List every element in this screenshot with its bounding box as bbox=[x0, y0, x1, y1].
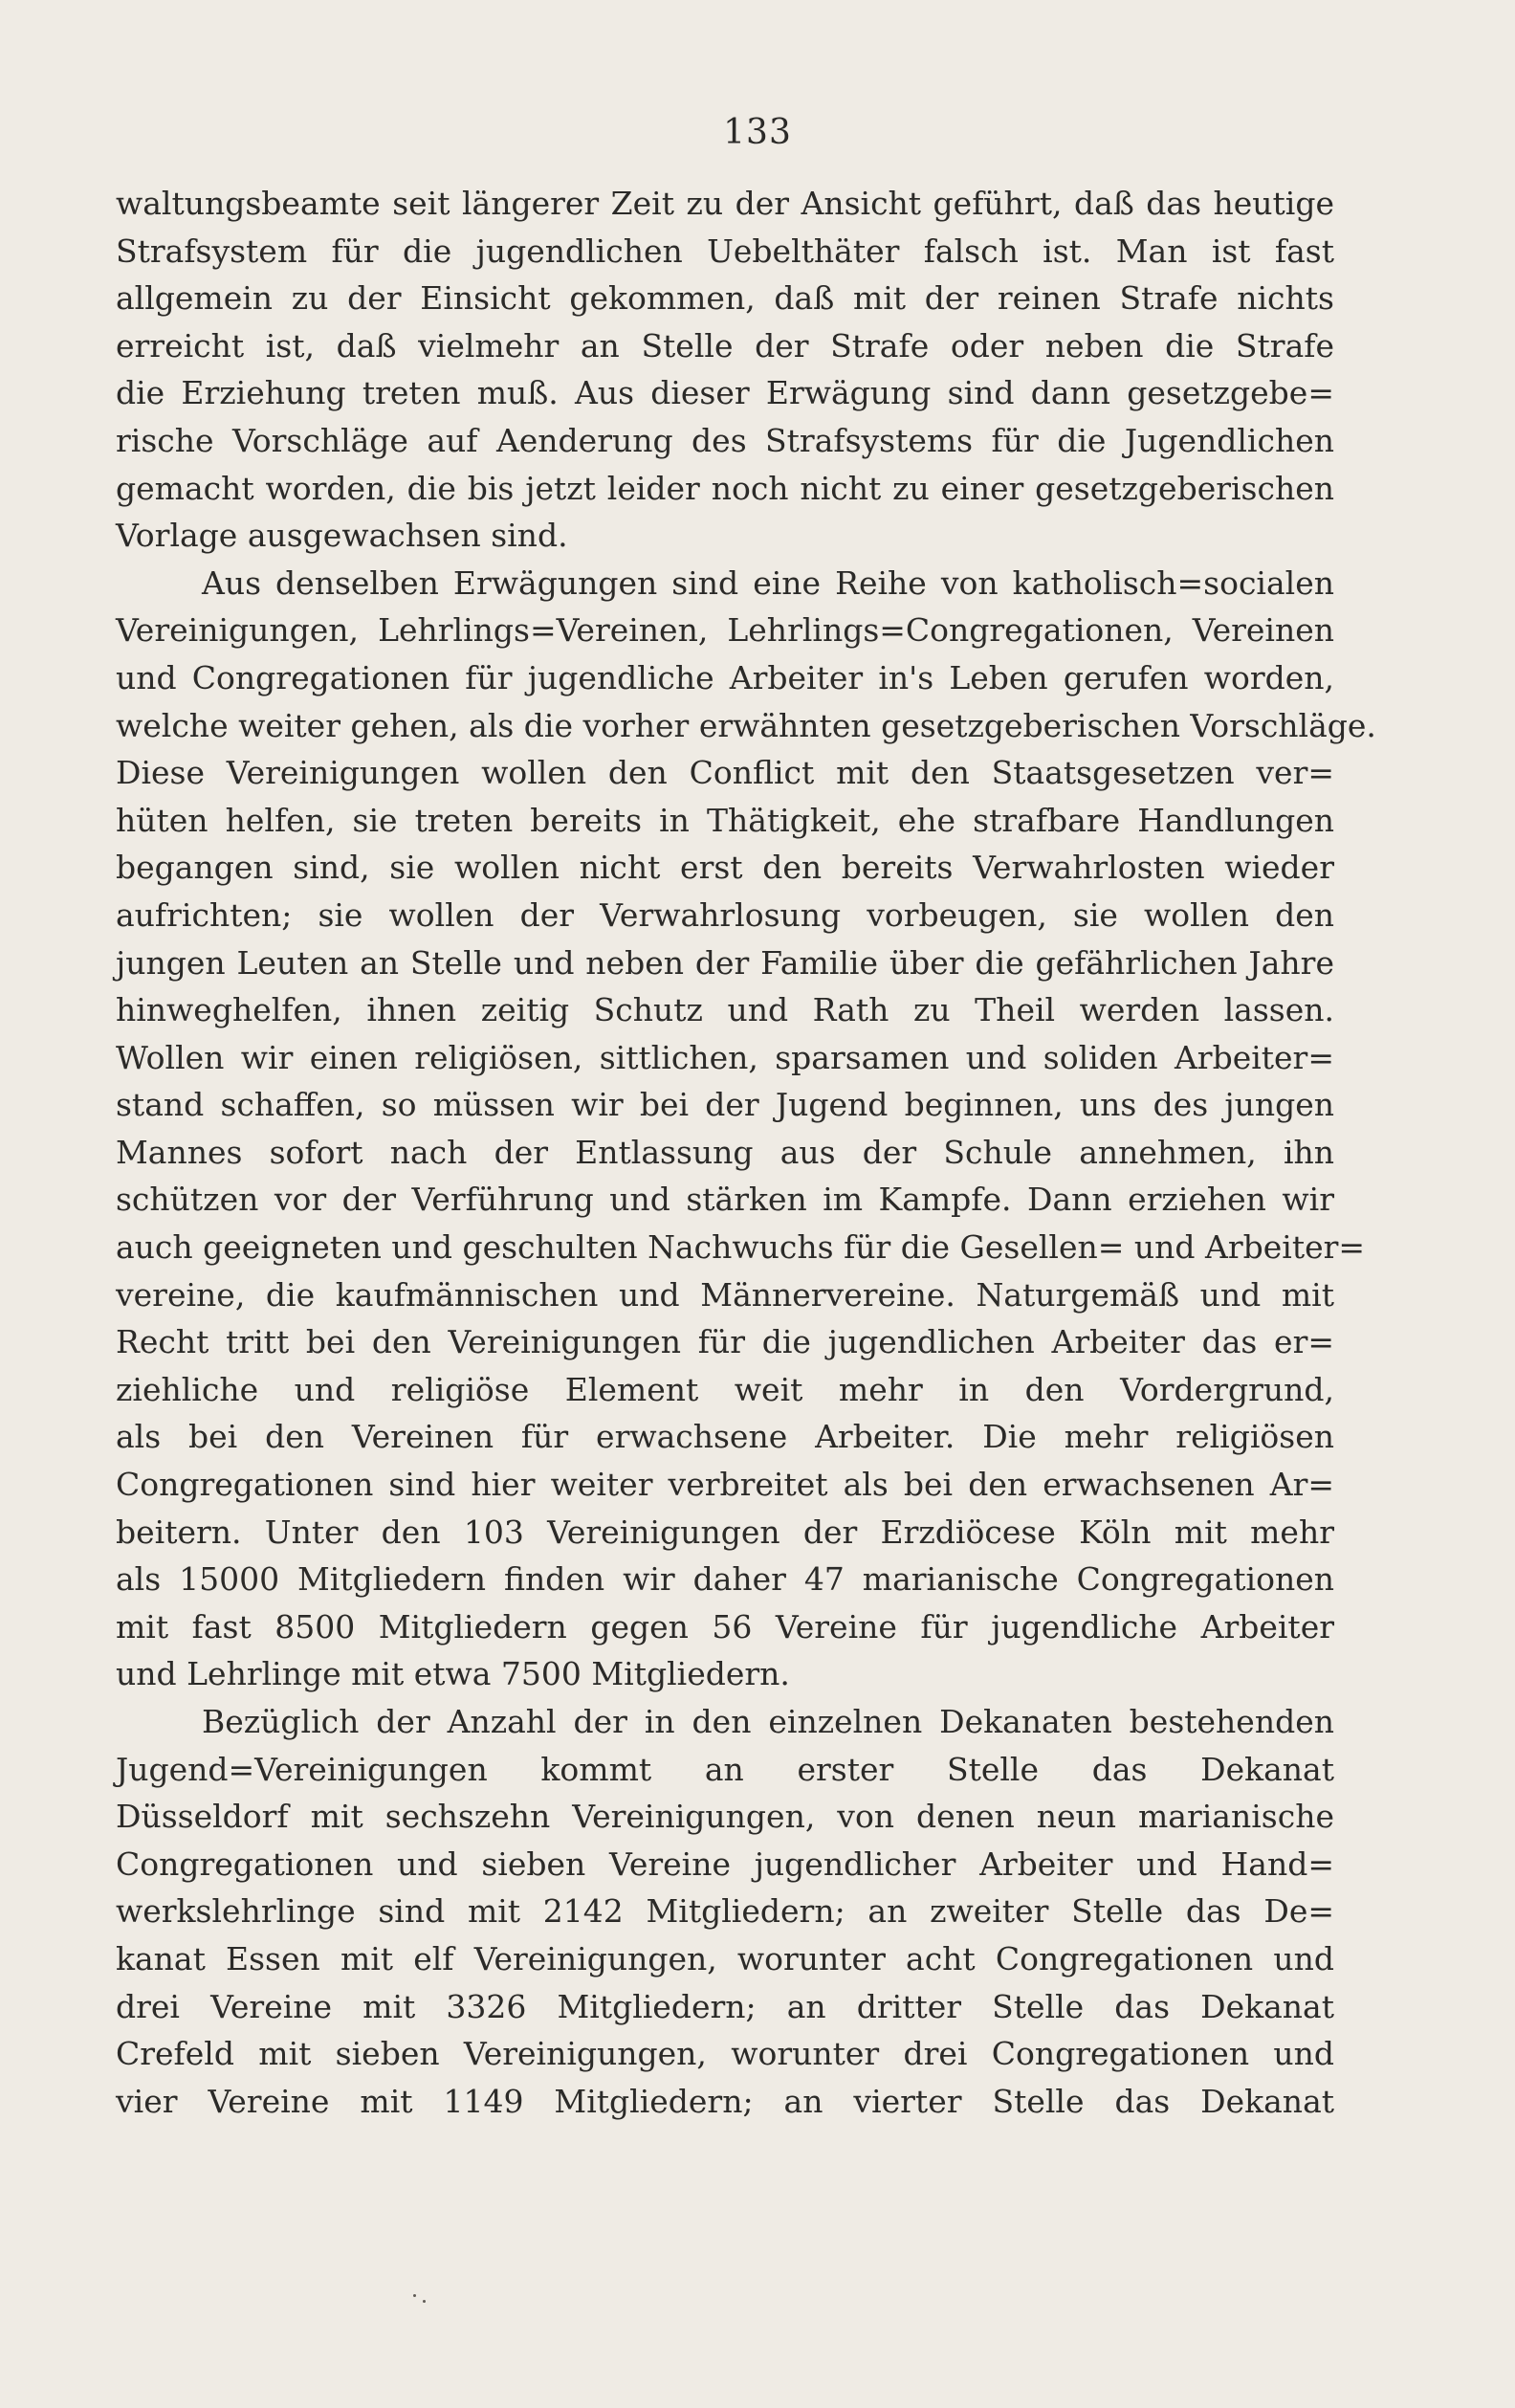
text-line: Vorlage ausgewachsen sind. bbox=[116, 517, 568, 555]
text-line: Diese Vereinigungen wollen den Conflict mit den Staatsgesetzen ver= bbox=[116, 754, 1334, 792]
text-line: Mannes sofort nach der Entlassung aus der Schule annehmen, ihn bbox=[116, 1133, 1334, 1171]
text-line: schützen vor der Verführung und stärken im Kampfe. Dann erziehen wir bbox=[116, 1181, 1334, 1219]
text-line: Jugend=Vereinigungen kommt an erster Stelle das Dekanat bbox=[116, 1750, 1334, 1788]
text-line: Crefeld mit sieben Vereinigungen, worunter drei Congregationen und bbox=[116, 2035, 1334, 2073]
text-line: Congregationen sind hier weiter verbreitet als bei den erwachsenen Ar= bbox=[116, 1466, 1334, 1504]
text-line: als 15000 Mitgliedern finden wir daher 47 marianische Congregationen bbox=[116, 1560, 1334, 1599]
text-line: werkslehrlinge sind mit 2142 Mitgliedern; an zweiter Stelle das De= bbox=[116, 1892, 1334, 1931]
text-line: und Lehrlinge mit etwa 7500 Mitgliedern. bbox=[116, 1655, 790, 1693]
text-line: Aus denselben Erwägungen sind eine Reihe von katholisch=socialen bbox=[202, 563, 1334, 602]
text-line: hinweghelfen, ihnen zeitig Schutz und Rath zu Theil werden lassen. bbox=[116, 991, 1334, 1029]
text-line: beitern. Unter den 103 Vereinigungen der Erzdiöcese Köln mit mehr bbox=[116, 1513, 1334, 1551]
body-text bbox=[116, 180, 1376, 2125]
text-line: begangen sind, sie wollen nicht erst den bereits Verwahrlosten wieder bbox=[116, 849, 1334, 887]
text-line: welche weiter gehen, als die vorher erwähnten gesetzgeberischen Vorschläge. bbox=[116, 706, 1376, 744]
text-line: Vereinigungen, Lehrlings=Vereinen, Lehrlings=Congregationen, Vereinen bbox=[116, 611, 1334, 650]
text-line: die Erziehung treten muß. Aus dieser Erwägung sind dann gesetzgebe= bbox=[116, 374, 1334, 412]
text-line: mit fast 8500 Mitgliedern gegen 56 Vereine für jugendliche Arbeiter bbox=[116, 1607, 1334, 1646]
text-line: ziehliche und religiöse Element weit mehr in den Vordergrund, bbox=[116, 1370, 1334, 1408]
print-marks bbox=[413, 2294, 432, 2306]
text-line: vereine, die kaufmännischen und Männervereine. Naturgemäß und mit bbox=[116, 1275, 1334, 1314]
text-line: und Congregationen für jugendliche Arbeiter in's Leben gerufen worden, bbox=[116, 658, 1334, 696]
text-line: als bei den Vereinen für erwachsene Arbeiter. Die mehr religiösen bbox=[116, 1418, 1334, 1456]
text-line: kanat Essen mit elf Vereinigungen, worunter acht Congregationen und bbox=[116, 1939, 1334, 1977]
text-line: Bezüglich der Anzahl der in den einzelnen Dekanaten bestehenden bbox=[202, 1703, 1334, 1740]
text-line: Wollen wir einen religiösen, sittlichen, sparsamen und soliden Arbeiter= bbox=[116, 1038, 1334, 1076]
text-line: hüten helfen, sie treten bereits in Thätigkeit, ehe strafbare Handlungen bbox=[116, 801, 1334, 839]
text-line: jungen Leuten an Stelle und neben der Familie über die gefährlichen Jahre bbox=[116, 943, 1334, 982]
text-line: stand schaffen, so müssen wir bei der Jugend beginnen, uns des jungen bbox=[116, 1086, 1334, 1124]
text-line: Düsseldorf mit sechszehn Vereinigungen, von denen neun marianische bbox=[116, 1798, 1334, 1836]
text-line: aufrichten; sie wollen der Verwahrlosung vorbeugen, sie wollen den bbox=[116, 895, 1334, 934]
page-number: 133 bbox=[723, 113, 792, 152]
text-line: waltungsbeamte seit längerer Zeit zu der Ansicht geführt, daß das heutige bbox=[116, 185, 1334, 222]
text-line: allgemein zu der Einsicht gekommen, daß mit der reinen Strafe nichts bbox=[116, 279, 1334, 318]
text-line: vier Vereine mit 1149 Mitgliedern; an vierter Stelle das Dekanat bbox=[116, 2082, 1334, 2120]
text-line: gemacht worden, die bis jetzt leider noch nicht zu einer gesetzgeberischen bbox=[116, 469, 1334, 507]
text-line: auch geeigneten und geschulten Nachwuchs für die Gesellen= und Arbeiter= bbox=[116, 1228, 1366, 1267]
text-line: rische Vorschläge auf Aenderung des Strafsystems für die Jugendlichen bbox=[116, 421, 1334, 459]
text-line: Strafsystem für die jugendlichen Uebelthäter falsch ist. Man ist fast bbox=[116, 232, 1334, 270]
text-line: Congregationen und sieben Vereine jugendlicher Arbeiter und Hand= bbox=[116, 1845, 1334, 1883]
text-line: Recht tritt bei den Vereinigungen für die jugendlichen Arbeiter das er= bbox=[116, 1323, 1334, 1361]
text-line: drei Vereine mit 3326 Mitgliedern; an dritter Stelle das Dekanat bbox=[116, 1987, 1334, 2025]
text-line: erreicht ist, daß vielmehr an Stelle der Strafe oder neben die Strafe bbox=[116, 326, 1334, 365]
